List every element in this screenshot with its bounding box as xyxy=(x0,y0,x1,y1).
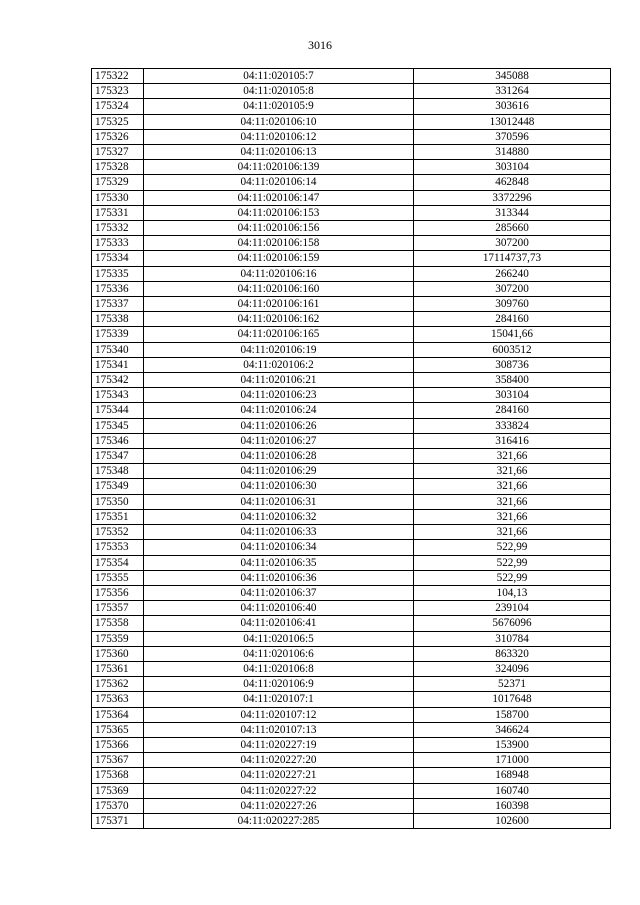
row-number-cell: 175346 xyxy=(92,433,144,448)
cadastral-value-cell: 522,99 xyxy=(414,540,611,555)
cadastral-number-cell: 04:11:020227:19 xyxy=(144,737,414,752)
cadastral-number-cell: 04:11:020106:29 xyxy=(144,464,414,479)
table-row xyxy=(92,768,611,783)
table-row xyxy=(92,190,611,205)
row-number-cell: 175341 xyxy=(92,357,144,372)
cadastral-number-cell: 04:11:020106:36 xyxy=(144,570,414,585)
row-number-cell: 175362 xyxy=(92,677,144,692)
table-row xyxy=(92,661,611,676)
table-row xyxy=(92,525,611,540)
table-row xyxy=(92,84,611,99)
cadastral-value-cell: 310784 xyxy=(414,631,611,646)
table-row xyxy=(92,418,611,433)
cadastral-value-cell: 321,66 xyxy=(414,449,611,464)
cadastral-value-cell: 462848 xyxy=(414,175,611,190)
row-number-cell: 175366 xyxy=(92,737,144,752)
cadastral-value-cell: 863320 xyxy=(414,646,611,661)
row-number-cell: 175337 xyxy=(92,297,144,312)
table-row xyxy=(92,509,611,524)
table-row xyxy=(92,175,611,190)
cadastral-value-cell: 5676096 xyxy=(414,616,611,631)
row-number-cell: 175356 xyxy=(92,585,144,600)
cadastral-value-cell: 345088 xyxy=(414,69,611,84)
row-number-cell: 175345 xyxy=(92,418,144,433)
cadastral-number-cell: 04:11:020106:13 xyxy=(144,145,414,160)
row-number-cell: 175332 xyxy=(92,221,144,236)
row-number-cell: 175343 xyxy=(92,388,144,403)
row-number-cell: 175336 xyxy=(92,281,144,296)
table-row xyxy=(92,266,611,281)
cadastral-value-cell: 522,99 xyxy=(414,555,611,570)
cadastral-value-cell: 171000 xyxy=(414,753,611,768)
cadastral-number-cell: 04:11:020107:1 xyxy=(144,692,414,707)
table-row xyxy=(92,646,611,661)
cadastral-number-cell: 04:11:020106:41 xyxy=(144,616,414,631)
table-row xyxy=(92,449,611,464)
cadastral-number-cell: 04:11:020227:21 xyxy=(144,768,414,783)
row-number-cell: 175328 xyxy=(92,160,144,175)
table-row xyxy=(92,798,611,813)
cadastral-number-cell: 04:11:020106:16 xyxy=(144,266,414,281)
cadastral-number-cell: 04:11:020105:7 xyxy=(144,69,414,84)
table-row xyxy=(92,722,611,737)
cadastral-number-cell: 04:11:020106:33 xyxy=(144,525,414,540)
cadastral-value-cell: 284160 xyxy=(414,403,611,418)
cadastral-number-cell: 04:11:020107:12 xyxy=(144,707,414,722)
table-row xyxy=(92,69,611,84)
row-number-cell: 175347 xyxy=(92,449,144,464)
cadastral-number-cell: 04:11:020106:21 xyxy=(144,373,414,388)
row-number-cell: 175331 xyxy=(92,205,144,220)
cadastral-number-cell: 04:11:020106:14 xyxy=(144,175,414,190)
row-number-cell: 175335 xyxy=(92,266,144,281)
cadastral-value-cell: 321,66 xyxy=(414,509,611,524)
cadastral-number-cell: 04:11:020106:30 xyxy=(144,479,414,494)
cadastral-value-cell: 321,66 xyxy=(414,464,611,479)
cadastral-number-cell: 04:11:020106:34 xyxy=(144,540,414,555)
cadastral-value-table xyxy=(91,68,611,829)
cadastral-value-cell: 153900 xyxy=(414,737,611,752)
row-number-cell: 175358 xyxy=(92,616,144,631)
cadastral-value-cell: 358400 xyxy=(414,373,611,388)
table-row xyxy=(92,737,611,752)
table-row xyxy=(92,433,611,448)
row-number-cell: 175349 xyxy=(92,479,144,494)
row-number-cell: 175371 xyxy=(92,813,144,828)
cadastral-value-cell: 160398 xyxy=(414,798,611,813)
row-number-cell: 175339 xyxy=(92,327,144,342)
row-number-cell: 175369 xyxy=(92,783,144,798)
table-row xyxy=(92,601,611,616)
cadastral-value-cell: 316416 xyxy=(414,433,611,448)
table-row xyxy=(92,540,611,555)
row-number-cell: 175329 xyxy=(92,175,144,190)
cadastral-value-cell: 324096 xyxy=(414,661,611,676)
cadastral-number-cell: 04:11:020106:5 xyxy=(144,631,414,646)
cadastral-value-cell: 102600 xyxy=(414,813,611,828)
cadastral-value-cell: 52371 xyxy=(414,677,611,692)
cadastral-value-cell: 522,99 xyxy=(414,570,611,585)
table-row xyxy=(92,342,611,357)
table-row xyxy=(92,281,611,296)
cadastral-number-cell: 04:11:020106:10 xyxy=(144,114,414,129)
cadastral-number-cell: 04:11:020105:9 xyxy=(144,99,414,114)
row-number-cell: 175357 xyxy=(92,601,144,616)
cadastral-number-cell: 04:11:020107:13 xyxy=(144,722,414,737)
cadastral-number-cell: 04:11:020106:162 xyxy=(144,312,414,327)
row-number-cell: 175352 xyxy=(92,525,144,540)
cadastral-value-cell: 239104 xyxy=(414,601,611,616)
cadastral-number-cell: 04:11:020106:2 xyxy=(144,357,414,372)
table-row xyxy=(92,357,611,372)
table-row xyxy=(92,373,611,388)
table-row xyxy=(92,236,611,251)
cadastral-number-cell: 04:11:020227:22 xyxy=(144,783,414,798)
page-number: 3016 xyxy=(308,38,332,52)
cadastral-value-cell: 321,66 xyxy=(414,479,611,494)
table-row xyxy=(92,813,611,828)
row-number-cell: 175342 xyxy=(92,373,144,388)
table-row xyxy=(92,297,611,312)
row-number-cell: 175365 xyxy=(92,722,144,737)
row-number-cell: 175354 xyxy=(92,555,144,570)
cadastral-value-cell: 314880 xyxy=(414,145,611,160)
row-number-cell: 175368 xyxy=(92,768,144,783)
table-row xyxy=(92,570,611,585)
cadastral-number-cell: 04:11:020106:156 xyxy=(144,221,414,236)
cadastral-value-cell: 15041,66 xyxy=(414,327,611,342)
table-row xyxy=(92,327,611,342)
cadastral-value-cell: 307200 xyxy=(414,281,611,296)
cadastral-value-cell: 6003512 xyxy=(414,342,611,357)
cadastral-number-cell: 04:11:020106:32 xyxy=(144,509,414,524)
row-number-cell: 175367 xyxy=(92,753,144,768)
table-row xyxy=(92,555,611,570)
cadastral-number-cell: 04:11:020106:9 xyxy=(144,677,414,692)
cadastral-value-cell: 158700 xyxy=(414,707,611,722)
cadastral-number-cell: 04:11:020106:12 xyxy=(144,129,414,144)
cadastral-number-cell: 04:11:020106:139 xyxy=(144,160,414,175)
cadastral-number-cell: 04:11:020106:160 xyxy=(144,281,414,296)
row-number-cell: 175338 xyxy=(92,312,144,327)
cadastral-value-cell: 284160 xyxy=(414,312,611,327)
row-number-cell: 175334 xyxy=(92,251,144,266)
table-row xyxy=(92,783,611,798)
table-row xyxy=(92,99,611,114)
table-row xyxy=(92,205,611,220)
row-number-cell: 175370 xyxy=(92,798,144,813)
row-number-cell: 175340 xyxy=(92,342,144,357)
table-row xyxy=(92,631,611,646)
cadastral-value-cell: 307200 xyxy=(414,236,611,251)
cadastral-number-cell: 04:11:020106:35 xyxy=(144,555,414,570)
table-row xyxy=(92,616,611,631)
table-row xyxy=(92,479,611,494)
cadastral-value-cell: 285660 xyxy=(414,221,611,236)
cadastral-value-cell: 266240 xyxy=(414,266,611,281)
cadastral-value-cell: 333824 xyxy=(414,418,611,433)
cadastral-value-cell: 321,66 xyxy=(414,494,611,509)
row-number-cell: 175330 xyxy=(92,190,144,205)
row-number-cell: 175353 xyxy=(92,540,144,555)
cadastral-number-cell: 04:11:020106:165 xyxy=(144,327,414,342)
row-number-cell: 175363 xyxy=(92,692,144,707)
row-number-cell: 175327 xyxy=(92,145,144,160)
cadastral-number-cell: 04:11:020106:161 xyxy=(144,297,414,312)
cadastral-value-cell: 313344 xyxy=(414,205,611,220)
cadastral-value-cell: 104,13 xyxy=(414,585,611,600)
cadastral-number-cell: 04:11:020106:8 xyxy=(144,661,414,676)
table-row xyxy=(92,753,611,768)
row-number-cell: 175350 xyxy=(92,494,144,509)
cadastral-number-cell: 04:11:020106:37 xyxy=(144,585,414,600)
row-number-cell: 175323 xyxy=(92,84,144,99)
row-number-cell: 175333 xyxy=(92,236,144,251)
table-row xyxy=(92,145,611,160)
table-body xyxy=(92,69,611,829)
cadastral-value-cell: 303104 xyxy=(414,160,611,175)
row-number-cell: 175360 xyxy=(92,646,144,661)
table-row xyxy=(92,388,611,403)
cadastral-number-cell: 04:11:020105:8 xyxy=(144,84,414,99)
cadastral-number-cell: 04:11:020106:26 xyxy=(144,418,414,433)
table-row xyxy=(92,677,611,692)
cadastral-value-cell: 370596 xyxy=(414,129,611,144)
cadastral-value-cell: 309760 xyxy=(414,297,611,312)
cadastral-number-cell: 04:11:020227:285 xyxy=(144,813,414,828)
row-number-cell: 175359 xyxy=(92,631,144,646)
table-row xyxy=(92,585,611,600)
table-row xyxy=(92,129,611,144)
cadastral-value-cell: 308736 xyxy=(414,357,611,372)
table-row xyxy=(92,494,611,509)
row-number-cell: 175344 xyxy=(92,403,144,418)
row-number-cell: 175322 xyxy=(92,69,144,84)
cadastral-number-cell: 04:11:020106:153 xyxy=(144,205,414,220)
cadastral-value-cell: 331264 xyxy=(414,84,611,99)
cadastral-number-cell: 04:11:020227:26 xyxy=(144,798,414,813)
cadastral-number-cell: 04:11:020106:28 xyxy=(144,449,414,464)
table-row xyxy=(92,114,611,129)
cadastral-number-cell: 04:11:020106:24 xyxy=(144,403,414,418)
cadastral-value-cell: 3372296 xyxy=(414,190,611,205)
cadastral-number-cell: 04:11:020227:20 xyxy=(144,753,414,768)
cadastral-value-cell: 160740 xyxy=(414,783,611,798)
cadastral-number-cell: 04:11:020106:19 xyxy=(144,342,414,357)
row-number-cell: 175355 xyxy=(92,570,144,585)
cadastral-number-cell: 04:11:020106:23 xyxy=(144,388,414,403)
row-number-cell: 175326 xyxy=(92,129,144,144)
row-number-cell: 175324 xyxy=(92,99,144,114)
cadastral-number-cell: 04:11:020106:31 xyxy=(144,494,414,509)
table-row xyxy=(92,707,611,722)
row-number-cell: 175325 xyxy=(92,114,144,129)
table-row xyxy=(92,160,611,175)
cadastral-number-cell: 04:11:020106:6 xyxy=(144,646,414,661)
table-row xyxy=(92,221,611,236)
row-number-cell: 175361 xyxy=(92,661,144,676)
cadastral-number-cell: 04:11:020106:27 xyxy=(144,433,414,448)
cadastral-value-cell: 321,66 xyxy=(414,525,611,540)
table-row xyxy=(92,403,611,418)
table-row xyxy=(92,312,611,327)
cadastral-number-cell: 04:11:020106:40 xyxy=(144,601,414,616)
row-number-cell: 175351 xyxy=(92,509,144,524)
cadastral-value-cell: 1017648 xyxy=(414,692,611,707)
cadastral-value-cell: 168948 xyxy=(414,768,611,783)
table-row xyxy=(92,251,611,266)
row-number-cell: 175348 xyxy=(92,464,144,479)
cadastral-value-cell: 17114737,73 xyxy=(414,251,611,266)
table-row xyxy=(92,464,611,479)
cadastral-value-cell: 303616 xyxy=(414,99,611,114)
row-number-cell: 175364 xyxy=(92,707,144,722)
cadastral-number-cell: 04:11:020106:158 xyxy=(144,236,414,251)
cadastral-number-cell: 04:11:020106:147 xyxy=(144,190,414,205)
cadastral-number-cell: 04:11:020106:159 xyxy=(144,251,414,266)
cadastral-value-cell: 303104 xyxy=(414,388,611,403)
cadastral-value-cell: 13012448 xyxy=(414,114,611,129)
cadastral-value-cell: 346624 xyxy=(414,722,611,737)
table-row xyxy=(92,692,611,707)
